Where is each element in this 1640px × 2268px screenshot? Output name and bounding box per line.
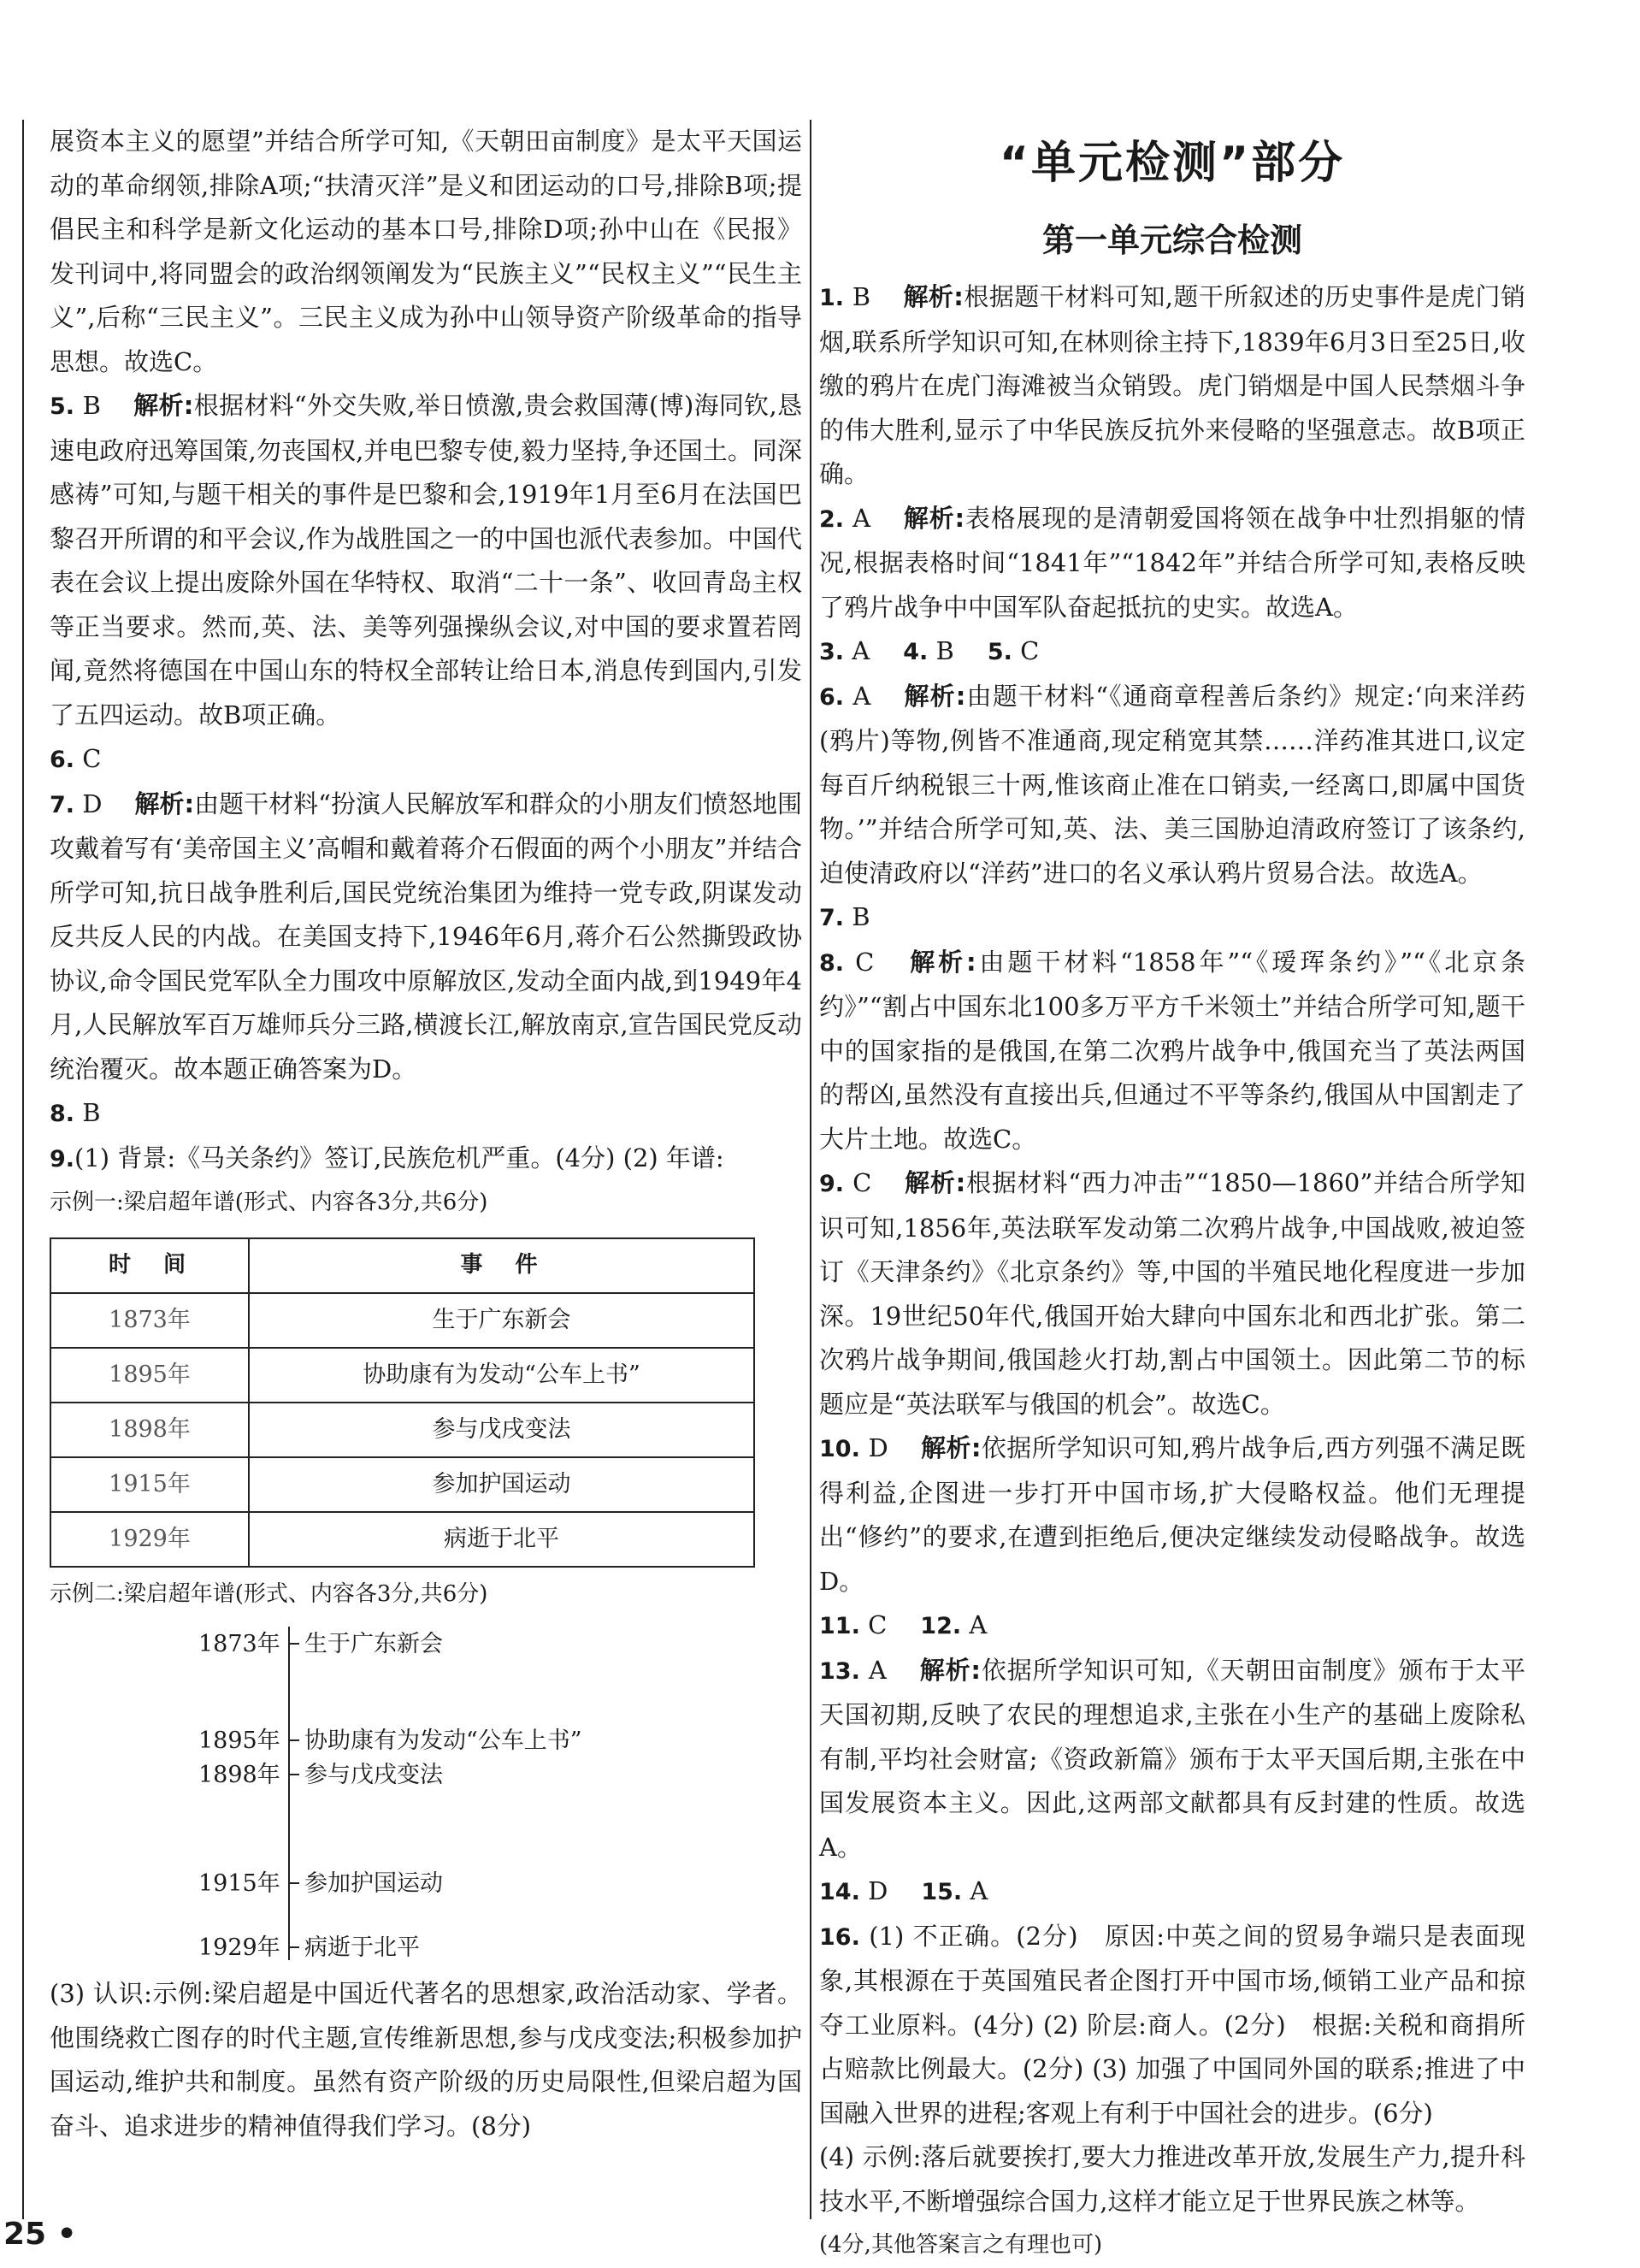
answer-items-14-15: 14. D 15. A [819,1876,988,1905]
answer-items-3-5: 3. A 4. B 5. C [819,636,1040,665]
answer-item-5: 5. B 解析:根据材料“外交失败,举日愤激,贵会救国薄(博)海同钦,恳速电政府迅筹国策,勿丧国权,并电巴黎专使,毅力坚持,争还国土。同深感祷”可知,与题干相关的事件是巴黎和会,1919年1月至6月在法国巴黎召开所谓的和平会议,作为战胜国之一的中国也派代表参加。中国代表在会议上提出废除外国在华特权、取消“二十一条”、收回青岛主权等正当要求。然而,英、法、美等列强操纵会议,对中国的要求置若罔闻,竟然将德国在中国山东的特权全部转让给日本,消息传到国内,引发了五四运动。故B项正确。 [50,391,802,729]
section-title: “单元检测”部分 [999,138,1346,189]
answer-item-16-part-4: (4) 示例:落后就要挨打,要大力推进改革开放,发展生产力,提升科技水平,不断增强综合国力,这样才能立足于世界民族之林等。 [819,2142,1525,2216]
table-cell-year: 1898年 [50,1403,249,1457]
table-cell-year: 1895年 [50,1348,249,1403]
answer-item-2: 2. A 解析:表格展现的是清朝爱国将领在战争中壮烈捐躯的情况,根据表格时间“1841年”“1842年”并结合所学可知,表格反映了鸦片战争中中国军队奋起抵抗的史实。故选A。 [819,503,1525,622]
answer-items-11-12: 11. C 12. A [819,1610,988,1639]
section-subtitle: 第一单元综合检测 [1041,221,1302,259]
answer-item-6: 6. C [50,744,102,773]
answer-item-1: 1. B 解析:根据题干材料可知,题干所叙述的历史事件是虎门销烟,联系所学知识可知,在林则徐主持下,1839年6月3日至25日,收缴的鸦片在虎门海滩被当众销毁。虎门销烟是中国人民禁烟斗争的伟大胜利,显示了中华民族反抗外来侵略的坚强意志。故B项正确。 [819,282,1525,488]
left-column-rule [22,120,24,2219]
table-row [50,1293,754,1348]
page-number: 25 • [3,2217,77,2252]
table-cell-event: 生于广东新会 [249,1293,754,1348]
example-two-label: 示例二:梁启超年谱(形式、内容各3分,共6分) [50,1580,488,1607]
scoring-note: (4分,其他答案言之有理也可) [819,2232,1103,2258]
middle-column-rule [810,120,811,2219]
table-row [50,1403,754,1457]
answer-continuation: 展资本主义的愿望”并结合所学可知,《天朝田亩制度》是太平天国运动的革命纲领,排除A项;“扶清灭洋”是义和团运动的口号,排除B项;提倡民主和科学是新文化运动的基本口号,排除D项;孙中山在《民报》发刊词中,将同盟会的政治纲领阐发为“民族主义”“民权主义”“民生主义”,后称“三民主义”。三民主义成为孙中山领导资产阶级革命的指导思想。故选C。 [50,127,802,376]
timeline-event: 参与戊戌变法 [304,1762,443,1788]
table-cell-event: 参与戊戌变法 [249,1403,754,1457]
timeline-diagram [50,1618,802,1969]
timeline-year: 1898年 [198,1762,280,1788]
answer-item-7: 7. B [819,902,870,931]
left-column [50,120,802,2148]
answer-item-7: 7. D 解析:由题干材料“扮演人民解放军和群众的小朋友们愤怒地围攻戴着写有‘美帝国主义’高帽和戴着蒋介石假面的两个小朋友”并结合所学可知,抗日战争胜利后,国民党统治集团为维持一党专政,阴谋发动反共反人民的内战。在美国支持下,1946年6月,蒋介石公然撕毁政协协议,命令国民党军队全力围攻中原解放区,发动全面内战,到1949年4月,人民解放军百万雄师兵分三路,横渡长江,解放南京,宣告国民党反动统治覆灭。故本题正确答案为D。 [50,788,803,1084]
right-column [819,275,1525,2268]
table-row [50,1348,754,1403]
answer-item-16: 16. (1) 不正确。(2分) 原因:中英之间的贸易争端只是表面现象,其根源在于英国殖民者企图打开中国市场,倾销工业产品和掠夺工业原料。(4分) (2) 阶层:商人。(2分) 根据:关税和商捐所占赔款比例最大。(2分) (3) 加强了中国同外国的联系;推进了中国融入世界的进程;客观上有利于中国社会的进步。(6分) [819,1921,1526,2128]
table-cell-year: 1915年 [50,1457,249,1512]
timeline-event: 病逝于北平 [304,1934,420,1961]
answer-item-9: 9.(1) 背景:《马关条约》签订,民族危机严重。(4分) (2) 年谱: [50,1143,724,1172]
chronology-table [50,1237,755,1568]
example-one-label: 示例一:梁启超年谱(形式、内容各3分,共6分) [50,1190,488,1215]
timeline-year: 1929年 [198,1934,280,1961]
answer-item-9-part-3: (3) 认识:示例:梁启超是中国近代著名的思想家,政治活动家、学者。他围绕救亡图存的时代主题,宣传维新思想,参与戊戌变法;积极参加护国运动,维护共和制度。虽然有资产阶级的历史局限性,但梁启超为国奋斗、追求进步的精神值得我们学习。(8分) [50,1979,802,2141]
table-header-event: 事 件 [249,1238,754,1293]
answer-item-9: 9. C 解析:根据材料“西力冲击”“1850—1860”并结合所学知识可知,1856年,英法联军发动第二次鸦片战争,中国战败,被迫签订《天津条约》《北京条约》等,中国的半殖民地化程度进一步加深。19世纪50年代,俄国开始大肆向中国东北和西北扩张。第二次鸦片战争期间,俄国趁火打劫,割占中国领土。因此第二节的标题应是“英法联军与俄国的机会”。故选C。 [819,1168,1525,1419]
table-cell-event: 协助康有为发动“公车上书” [249,1348,754,1403]
answer-item-6: 6. A 解析:由题干材料“《通商章程善后条约》规定:‘向来洋药(鸦片)等物,例皆不准通商,现定稍宽其禁……洋药准其进口,议定每百斤纳税银三十两,惟该商止准在口销卖,一经离口,即属中国货物。’”并结合所学可知,英、法、美三国胁迫清政府签订了该条约,迫使清政府以“洋药”进口的名义承认鸦片贸易合法。故选A。 [819,681,1525,888]
table-row [50,1457,754,1512]
table-row [50,1512,754,1567]
timeline-event: 参加护国运动 [304,1870,443,1897]
answer-item-8: 8. B [50,1098,101,1127]
table-header-time: 时 间 [50,1238,249,1293]
table-cell-year: 1873年 [50,1293,249,1348]
answer-item-13: 13. A 解析:依据所学知识可知,《天朝田亩制度》颁布于太平天国初期,反映了农民的理想追求,主张在小生产的基础上废除私有制,平均社会财富;《资政新篇》颁布于太平天国后期,主张在中国发展资本主义。因此,这两部文献都具有反封建的性质。故选A。 [819,1655,1525,1862]
answer-item-8: 8. C 解析:由题干材料“1858年”“《瑷珲条约》”“《北京条约》”“割占中国东北100多万平方千米领土”并结合所学可知,题干中的国家指的是俄国,在第二次鸦片战争中,俄国充当了英法两国的帮凶,虽然没有直接出兵,但通过不平等条约,俄国从中国割走了大片土地。故选C。 [819,947,1525,1154]
timeline-event: 协助康有为发动“公车上书” [304,1728,582,1754]
timeline-year: 1895年 [198,1728,280,1754]
timeline-year: 1873年 [198,1631,280,1657]
answer-item-10: 10. D 解析:依据所学知识可知,鸦片战争后,西方列强不满足既得利益,企图进一步打开中国市场,扩大侵略权益。他们无理提出“修约”的要求,在遭到拒绝后,便决定继续发动侵略战争。故选D。 [819,1433,1526,1596]
timeline-event: 生于广东新会 [304,1631,443,1657]
table-cell-year: 1929年 [50,1512,249,1567]
table-cell-event: 参加护国运动 [249,1457,754,1512]
table-cell-event: 病逝于北平 [249,1512,754,1567]
timeline-year: 1915年 [198,1870,280,1897]
